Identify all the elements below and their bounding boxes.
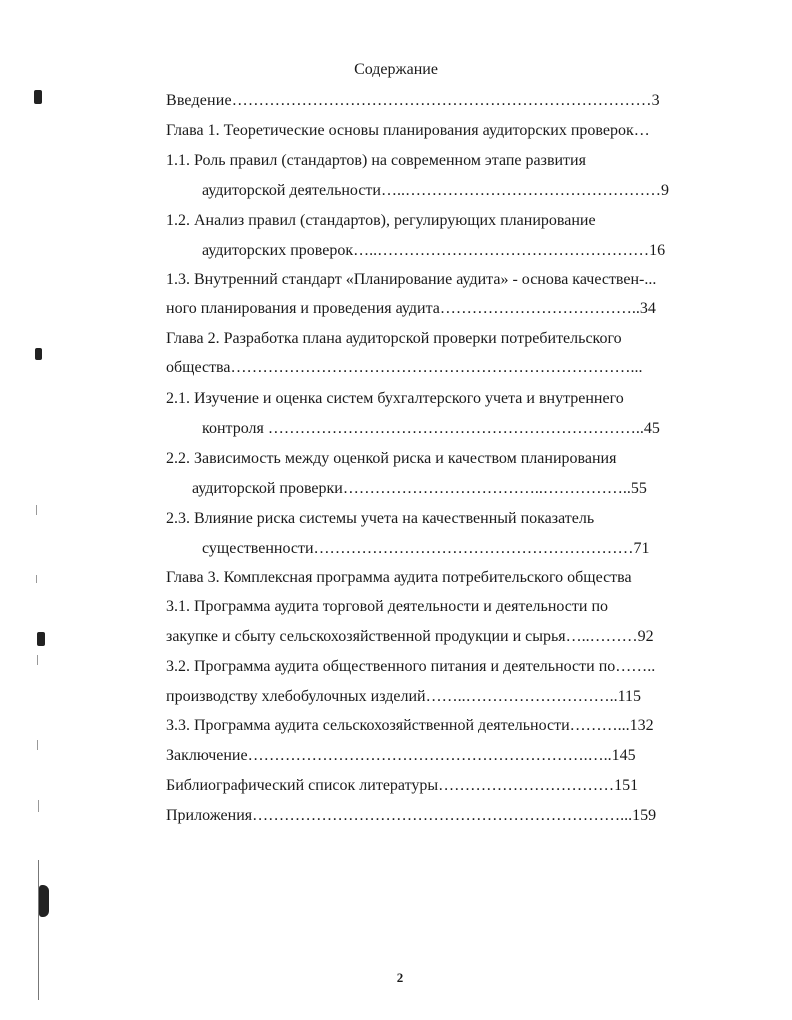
toc-entry-1-3-cont: ного планирования и проведения аудита………………………………..34 xyxy=(166,300,656,317)
toc-entry-introduction: Введение……………………………………………………………………3 xyxy=(166,92,660,109)
page-number: 2 xyxy=(396,970,404,985)
scan-mark xyxy=(39,885,49,917)
toc-entry-1-2: 1.2. Анализ правил (стандартов), регулирующих планирование xyxy=(166,212,596,229)
scan-mark xyxy=(38,860,39,1000)
toc-entry-3-1: 3.1. Программа аудита торговой деятельности и деятельности по xyxy=(166,598,608,615)
toc-entry-conclusion: Заключение……………………………………………………….…..145 xyxy=(166,747,636,764)
toc-entry-chapter-2: Глава 2. Разработка плана аудиторской проверки потребительского xyxy=(166,330,622,347)
toc-entry-2-2: 2.2. Зависимость между оценкой риска и качеством планирования xyxy=(166,450,617,467)
toc-entry-1-1: 1.1. Роль правил (стандартов) на современном этапе развития xyxy=(166,152,586,169)
toc-entry-2-1-cont: контроля ……………………………………………………………..45 xyxy=(202,420,660,437)
toc-entry-chapter-2-cont: общества…………………………………………………………………... xyxy=(166,359,643,376)
toc-entry-chapter-1: Глава 1. Теоретические основы планирования аудиторских проверок… xyxy=(166,122,650,139)
scan-mark xyxy=(37,632,45,646)
scan-mark xyxy=(36,575,37,583)
toc-entry-2-2-cont: аудиторской проверки………………………………..……………..55 xyxy=(192,480,647,497)
scan-mark xyxy=(35,348,42,360)
toc-entry-2-1: 2.1. Изучение и оценка систем бухгалтерского учета и внутреннего xyxy=(166,390,624,407)
toc-entry-1-1-cont: аудиторской деятельности…..…………………………………………9 xyxy=(202,182,669,199)
toc-entry-1-3: 1.3. Внутренний стандарт «Планирование аудита» - основа качествен-... xyxy=(166,271,657,288)
toc-entry-3-2-cont: производству хлебобулочных изделий……..………………………..115 xyxy=(166,688,642,705)
scan-mark xyxy=(38,800,39,812)
scan-mark xyxy=(37,740,38,750)
scan-mark xyxy=(36,505,37,515)
scan-mark xyxy=(37,655,38,665)
toc-entry-1-2-cont: аудиторских проверок…..……………………………………………16 xyxy=(202,242,666,259)
toc-entry-3-3: 3.3. Программа аудита сельскохозяйственной деятельности………...132 xyxy=(166,717,654,734)
scan-mark xyxy=(34,90,42,104)
toc-entry-bibliography: Библиографический список литературы……………………………151 xyxy=(166,777,639,794)
toc-entry-3-1-cont: закупке и сбыту сельскохозяйственной продукции и сырья…..………92 xyxy=(166,628,654,645)
toc-entry-appendices: Приложения……………………………………………………………...159 xyxy=(166,807,657,824)
toc-title: Содержание xyxy=(354,61,438,78)
toc-entry-2-3: 2.3. Влияние риска системы учета на качественный показатель xyxy=(166,510,595,527)
toc-entry-chapter-3: Глава 3. Комплексная программа аудита потребительского общества xyxy=(166,569,632,586)
toc-entry-3-2: 3.2. Программа аудита общественного питания и деятельности по…….. xyxy=(166,658,656,675)
toc-entry-2-3-cont: существенности……………………………………………………71 xyxy=(202,540,650,557)
